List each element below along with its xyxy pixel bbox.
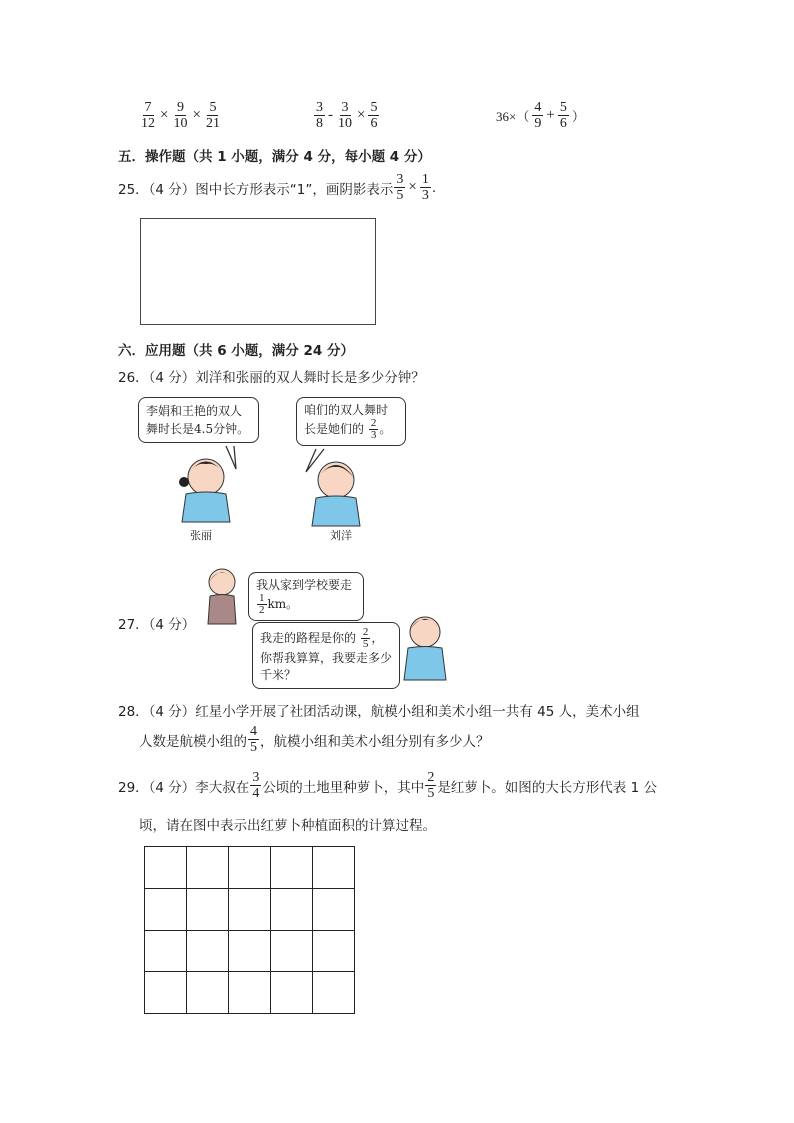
q27-bubble-top: 我从家到学校要走 $\frac{1}{2}$ km。	[248, 572, 364, 621]
grid-cell[interactable]	[187, 972, 229, 1014]
grid-cell[interactable]	[271, 889, 313, 931]
question-25: 25．（4 分）图中长方形表示“1”，画阴影表示 $\frac{3}{5}$ × $\frac{1}{3}$ .	[118, 172, 437, 203]
section-6-title: 六．应用题（共 6 小题，满分 24 分）	[118, 343, 354, 359]
grid-cell[interactable]	[313, 889, 355, 931]
calc-expression-1: $\frac{7}{12}$ × $\frac{9}{10}$ × $\frac{5}{21}$	[141, 100, 220, 131]
question-28-line2: 人数是航模小组的 $\frac{4}{5}$ ，航模小组和美术小组分别有多少人？	[139, 724, 490, 755]
question-29-line1: 29．（4 分）李大叔在 $\frac{3}{4}$ 公顷的土地里种萝卜，其中 $\frac{2}{5}$ 是红萝卜。如图的大长方形代表 1 公	[118, 770, 657, 801]
question-28-line1: 28．（4 分）红星小学开展了社团活动课，航模小组和美术小组一共有 45 人，美术小组	[118, 704, 640, 720]
grid-cell[interactable]	[187, 847, 229, 889]
q29-grid[interactable]	[144, 846, 355, 1014]
grid-cell[interactable]	[229, 889, 271, 931]
question-29-line2: 顷，请在图中表示出红萝卜种植面积的计算过程。	[139, 818, 436, 834]
grid-cell[interactable]	[271, 931, 313, 973]
grid-cell[interactable]	[145, 847, 187, 889]
calc-expression-3: 36×（ $\frac{4}{9}$ + $\frac{5}{6}$ ）	[496, 100, 585, 131]
grid-cell[interactable]	[313, 931, 355, 973]
grid-cell[interactable]	[145, 972, 187, 1014]
grid-cell[interactable]	[145, 889, 187, 931]
question-26: 26．（4 分）刘洋和张丽的双人舞时长是多少分钟？	[118, 370, 425, 386]
q27-illustration	[200, 560, 455, 685]
grid-cell[interactable]	[229, 931, 271, 973]
q27-bubble-bottom: 我走的路程是你的 $\frac{2}{5}$ ，你帮我算算，我要走多少千米？	[252, 622, 400, 689]
grid-cell[interactable]	[313, 972, 355, 1014]
section-5-title: 五．操作题（共 1 小题，满分 4 分，每小题 4 分）	[118, 149, 431, 165]
q26-illustration	[138, 394, 392, 544]
grid-cell[interactable]	[229, 847, 271, 889]
name-liuyang: 刘洋	[330, 529, 352, 542]
q26-bubble-left: 李娟和王艳的双人舞时长是4.5分钟。	[138, 397, 259, 443]
grid-cell[interactable]	[229, 972, 271, 1014]
grid-cell[interactable]	[187, 931, 229, 973]
q25-rectangle[interactable]	[140, 218, 376, 325]
grid-cell[interactable]	[145, 931, 187, 973]
calc-expression-2: $\frac{3}{8}$ - $\frac{3}{10}$ × $\frac{5}{6}$	[316, 100, 378, 131]
question-27-label: 27．（4 分）	[118, 617, 196, 633]
grid-cell[interactable]	[187, 889, 229, 931]
grid-cell[interactable]	[271, 972, 313, 1014]
grid-cell[interactable]	[271, 847, 313, 889]
name-zhangli: 张丽	[190, 529, 212, 542]
grid-cell[interactable]	[313, 847, 355, 889]
q26-bubble-right: 咱们的双人舞时长是她们的 $\frac{2}{3}$ 。	[296, 397, 406, 446]
